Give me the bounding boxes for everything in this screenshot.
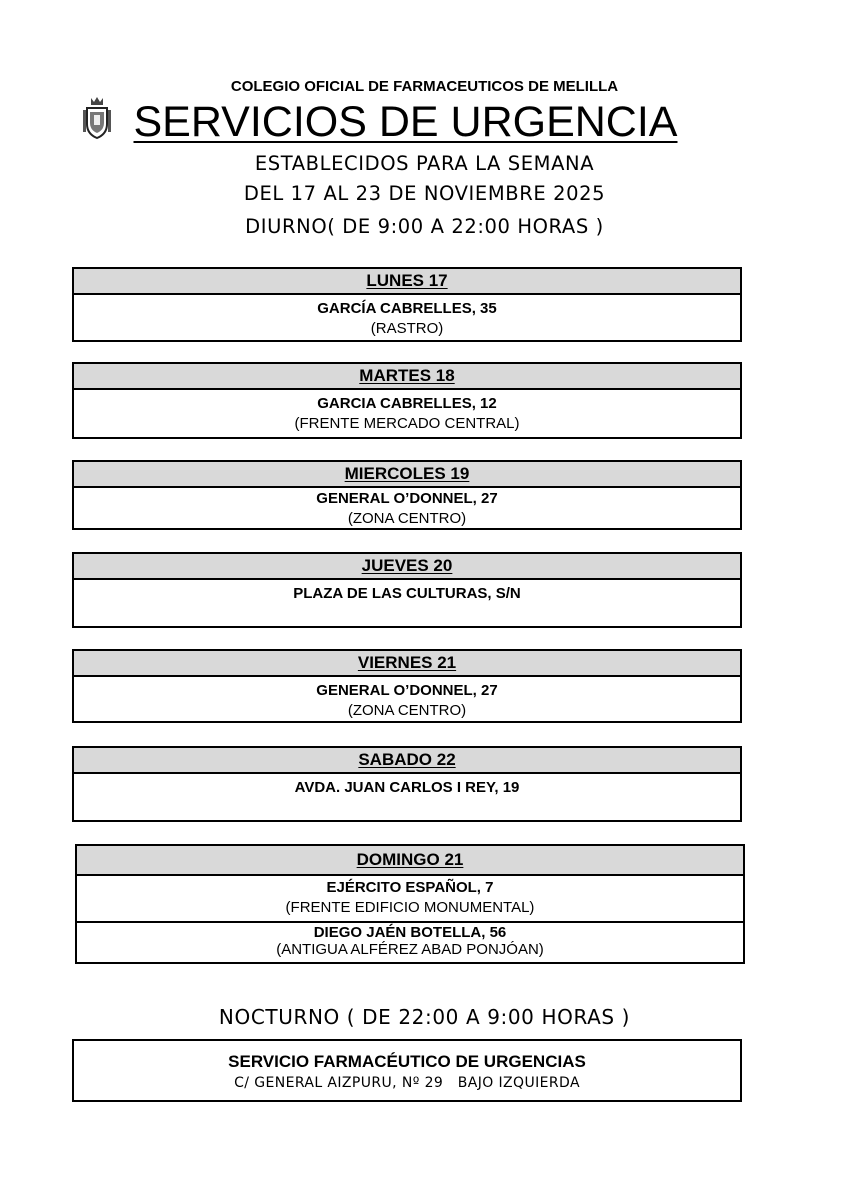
day-header bbox=[74, 269, 740, 295]
coat-of-arms-icon bbox=[82, 96, 112, 140]
subtitle-day-hours: DIURNO( DE 9:00 A 22:00 HORAS ) bbox=[245, 215, 604, 238]
day-header bbox=[74, 651, 740, 677]
pharmacy-note bbox=[74, 798, 740, 818]
night-service-name: SERVICIO FARMACÉUTICO DE URGENCIAS bbox=[228, 1052, 586, 1071]
day-label: SABADO 22 bbox=[358, 750, 456, 769]
night-hours-title: NOCTURNO ( DE 22:00 A 9:00 HORAS ) bbox=[218, 1005, 631, 1029]
pharmacy-note: (ZONA CENTRO) bbox=[347, 510, 467, 527]
day-box-monday bbox=[72, 267, 742, 342]
pharmacy-address: PLAZA DE LAS CULTURAS, S/N bbox=[293, 585, 521, 602]
pharmacy-address: GARCIA CABRELLES, 12 bbox=[317, 395, 497, 412]
day-header bbox=[74, 554, 740, 580]
pharmacy-address: GENERAL O’DONNEL, 27 bbox=[316, 682, 498, 699]
pharmacy-address: DIEGO JAÉN BOTELLA, 56 bbox=[313, 924, 507, 941]
day-header bbox=[74, 462, 740, 488]
day-box-tuesday bbox=[72, 362, 742, 439]
page-title: SERVICIOS DE URGENCIA bbox=[133, 98, 678, 146]
night-service-address: C/ GENERAL AIZPURU, Nº 29 BAJO IZQUIERDA bbox=[234, 1075, 580, 1091]
pharmacy-note: (FRENTE EDIFICIO MONUMENTAL) bbox=[285, 899, 535, 916]
day-label: LUNES 17 bbox=[366, 271, 448, 290]
day-box-sunday bbox=[75, 844, 745, 964]
day-header bbox=[74, 748, 740, 774]
day-box-saturday bbox=[72, 746, 742, 822]
day-box-wednesday bbox=[72, 460, 742, 530]
day-label: DOMINGO 21 bbox=[356, 850, 464, 869]
pharmacy-note: (ANTIGUA ALFÉREZ ABAD PONJÓAN) bbox=[276, 941, 544, 958]
day-box-thursday bbox=[72, 552, 742, 628]
pharmacy-note: (ZONA CENTRO) bbox=[347, 702, 467, 719]
day-label: MIERCOLES 19 bbox=[344, 464, 470, 483]
subtitle-week: ESTABLECIDOS PARA LA SEMANA bbox=[254, 152, 595, 175]
divider bbox=[77, 921, 743, 923]
day-header bbox=[77, 846, 743, 876]
pharmacy-note: (FRENTE MERCADO CENTRAL) bbox=[294, 415, 520, 432]
pharmacy-note: (RASTRO) bbox=[370, 320, 444, 337]
pharmacy-address: GENERAL O’DONNEL, 27 bbox=[316, 490, 498, 507]
day-label: VIERNES 21 bbox=[357, 653, 457, 672]
night-service-box bbox=[72, 1039, 742, 1102]
day-label: JUEVES 20 bbox=[361, 556, 453, 575]
pharmacy-address: EJÉRCITO ESPAÑOL, 7 bbox=[326, 879, 494, 896]
pharmacy-address: GARCÍA CABRELLES, 35 bbox=[317, 300, 497, 317]
organization-name: COLEGIO OFICIAL DE FARMACEUTICOS DE MELILLA bbox=[230, 78, 619, 95]
pharmacy-note bbox=[74, 604, 740, 624]
day-box-friday bbox=[72, 649, 742, 723]
day-label: MARTES 18 bbox=[359, 366, 455, 385]
subtitle-dates: DEL 17 AL 23 DE NOVIEMBRE 2025 bbox=[243, 182, 606, 205]
day-header bbox=[74, 364, 740, 390]
pharmacy-address: AVDA. JUAN CARLOS I REY, 19 bbox=[294, 779, 520, 796]
